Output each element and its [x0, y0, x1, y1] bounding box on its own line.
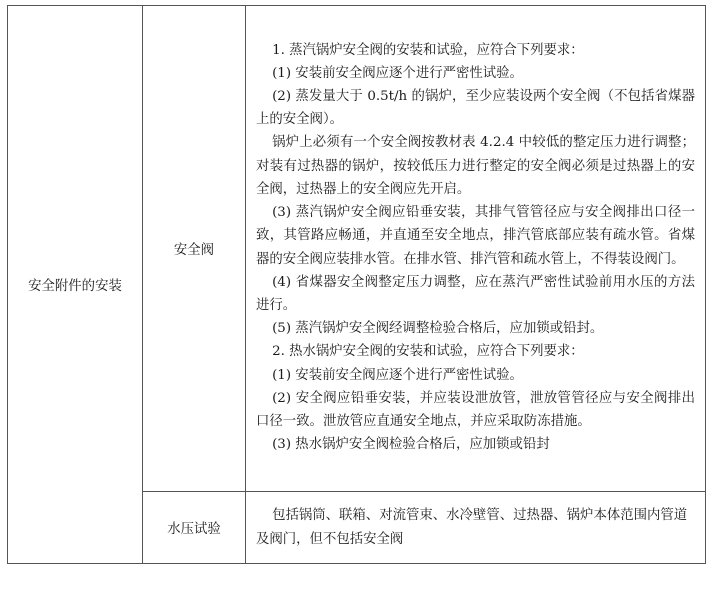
requirement-line: (5) 蒸汽锅炉安全阀经调整检验合格后，应加锁或铅封。 — [272, 321, 604, 337]
requirement-line: 锅炉上必须有一个安全阀按教材表 4.2.4 中较低的整定压力进行调整；对装有过热器的锅炉，按较低压力进行整定的安全阀必须是过热器上的安全阀，过热器上的安全阀应先开启。 — [256, 135, 695, 197]
requirements-cell-hydro-test — [246, 492, 706, 564]
requirement-line: (3) 蒸汽锅炉安全阀应铅垂安装，其排气管管径应与安全阀排出口径一致，其管路应畅通，并直通至安全地点，排汽管底部应装有疏水管。省煤器的安全阀应装排水管。在排水管、排汽管和疏水管上，不得装设阀门。 — [256, 205, 695, 267]
item-cell-safety-valve: 安全阀 — [143, 6, 246, 492]
requirement-line: 包括锅筒、联箱、对流管束、水冷壁管、过热器、锅炉本体范围内管道及阀门，但不包括安全阀 — [256, 508, 688, 547]
requirement-line: (2) 蒸发量大于 0.5t/h 的锅炉，至少应装设两个安全阀（不包括省煤器上的安全阀）。 — [256, 89, 695, 128]
spec-table — [7, 5, 706, 564]
requirement-line: (4) 省煤器安全阀整定压力调整，应在蒸汽严密性试验前用水压的方法进行。 — [256, 274, 695, 313]
requirement-line: (1) 安装前安全阀应逐个进行严密性试验。 — [272, 367, 523, 383]
requirement-line: 1. 蒸汽锅炉安全阀的安装和试验，应符合下列要求： — [272, 42, 584, 58]
category-cell: 安全附件的安装 — [8, 6, 143, 564]
table-row — [8, 6, 706, 492]
requirement-line: (2) 安全阀应铅垂安装，并应装设泄放管，泄放管管径应与安全阀排出口径一致。泄放管应直通安全地点，并应采取防冻措施。 — [256, 390, 695, 429]
requirements-cell-safety-valve — [246, 6, 706, 492]
requirement-line: (1) 安装前安全阀应逐个进行严密性试验。 — [272, 65, 523, 81]
requirement-line: 2. 热水锅炉安全阀的安装和试验，应符合下列要求： — [272, 344, 584, 360]
requirement-line: (3) 热水锅炉安全阀检验合格后，应加锁或铅封 — [272, 437, 550, 453]
item-cell-hydro-test: 水压试验 — [143, 492, 246, 564]
